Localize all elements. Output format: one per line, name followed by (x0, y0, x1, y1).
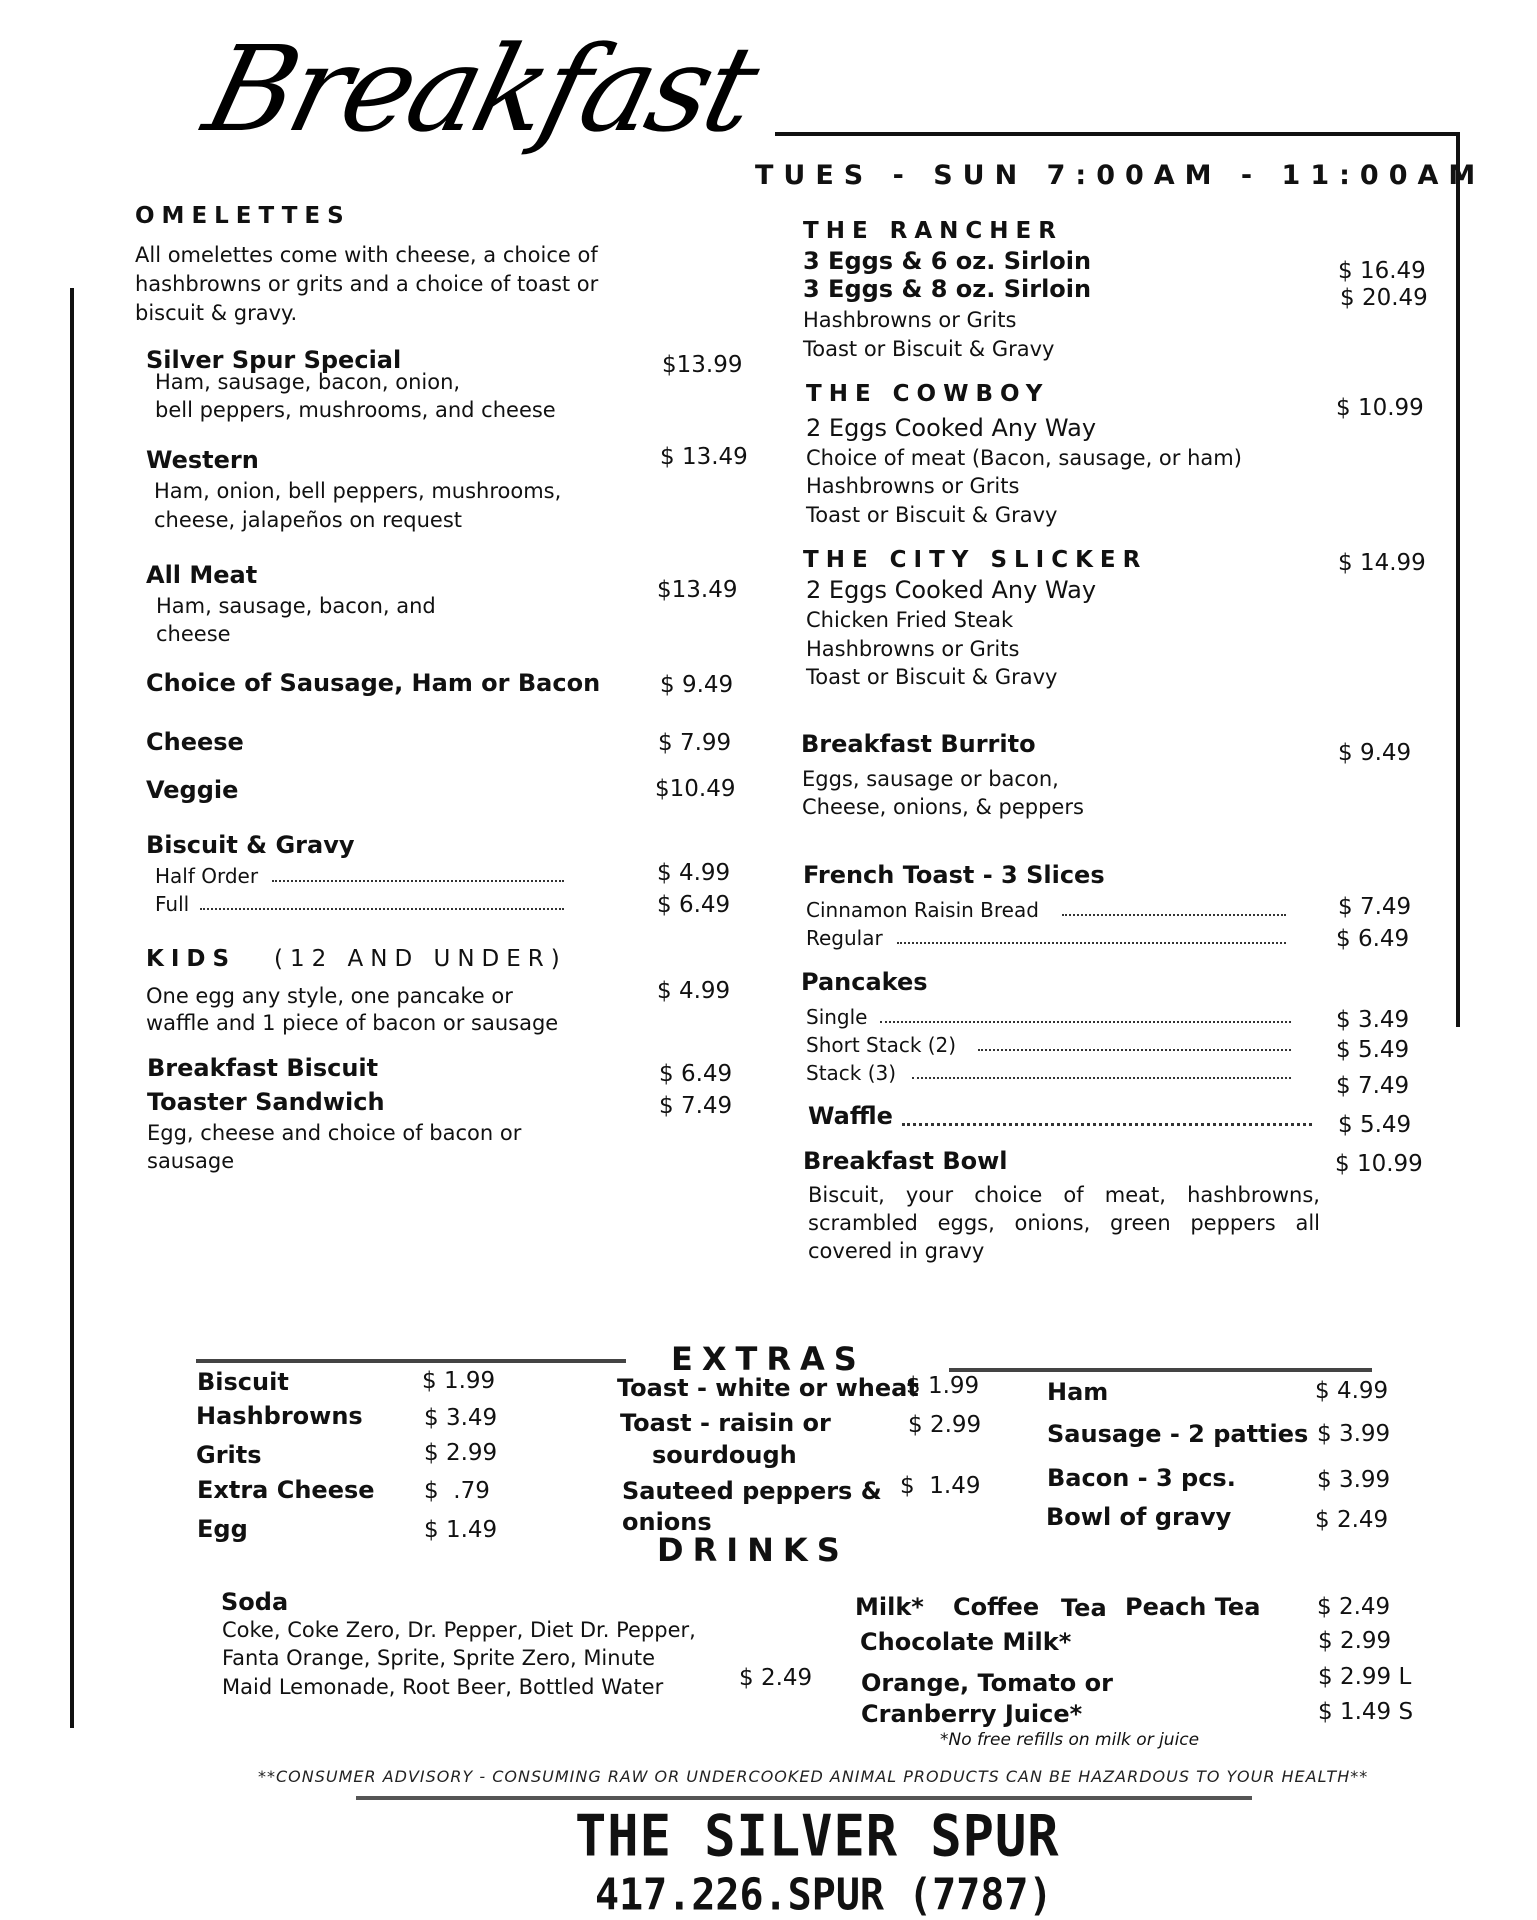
cowboy-line: Toast or Biscuit & Gravy (806, 503, 1058, 527)
phone-number: 417.226.SPUR (7787) (595, 1869, 1053, 1920)
soda-price: $ 2.49 (739, 1665, 813, 1691)
extras-price: $ 1.49 (424, 1517, 498, 1543)
french-toast-name: French Toast - 3 Slices (803, 861, 1105, 889)
dot-leader (912, 1077, 1291, 1079)
extras-price: $ .79 (424, 1478, 490, 1504)
extras-item: Grits (196, 1441, 262, 1469)
rancher-price: $ 16.49 (1338, 258, 1426, 284)
french-toast-option: Cinnamon Raisin Bread (806, 898, 1039, 922)
cowboy-line: Hashbrowns or Grits (806, 474, 1020, 498)
pancakes-price: $ 3.49 (1336, 1007, 1410, 1033)
drink-juice: Cranberry Juice* (861, 1700, 1083, 1728)
kids-desc: waffle and 1 piece of bacon or sausage (146, 1011, 559, 1035)
menu-item-price: $10.49 (655, 776, 736, 802)
hours-banner: TUES - SUN 7:00AM - 11:00AM (755, 160, 1486, 191)
dot-leader (880, 1021, 1291, 1023)
drink-milk: Milk* (855, 1593, 924, 1621)
menu-item-desc: cheese, jalapeños on request (154, 508, 462, 532)
cowboy-heading: THE COWBOY (806, 381, 1050, 407)
menu-item-name: Cheese (146, 728, 244, 756)
extras-item: Bacon - 3 pcs. (1047, 1464, 1236, 1492)
extras-price: $ 4.99 (1315, 1378, 1389, 1404)
dot-leader (897, 942, 1286, 944)
kids-age-note: (12 AND UNDER) (274, 946, 567, 972)
pancakes-price: $ 7.49 (1336, 1073, 1410, 1099)
rancher-line: Toast or Biscuit & Gravy (803, 337, 1055, 361)
toaster-sandwich-name: Toaster Sandwich (147, 1088, 385, 1116)
rancher-option: 3 Eggs & 6 oz. Sirloin (803, 247, 1092, 275)
extras-item: Sausage - 2 patties (1047, 1420, 1309, 1448)
menu-item-name: Veggie (146, 776, 239, 804)
rancher-heading: THE RANCHER (803, 218, 1063, 244)
juice-small-price: $ 1.49 S (1318, 1699, 1414, 1725)
extras-price: $ 3.99 (1317, 1421, 1391, 1447)
burrito-desc: Eggs, sausage or bacon, (802, 767, 1059, 791)
cowboy-price: $ 10.99 (1336, 395, 1424, 421)
consumer-advisory: **CONSUMER ADVISORY - CONSUMING RAW OR UNDERCOOKED ANIMAL PRODUCTS CAN BE HAZARDOUS TO YOUR HEALTH** (258, 1767, 1369, 1786)
menu-item-desc: bell peppers, mushrooms, and cheese (155, 398, 556, 422)
extras-price: $ 3.99 (1317, 1467, 1391, 1493)
menu-item-desc: cheese (156, 622, 231, 646)
pancakes-option: Stack (3) (806, 1061, 897, 1085)
extras-item: Ham (1047, 1378, 1109, 1406)
biscuit-gravy-full: Full (155, 892, 190, 916)
left-vertical-rule (70, 288, 74, 1728)
soda-name: Soda (221, 1588, 289, 1616)
hot-drinks-price: $ 2.49 (1317, 1594, 1391, 1620)
drinks-heading: DRINKS (657, 1531, 849, 1569)
cowboy-line: 2 Eggs Cooked Any Way (806, 414, 1097, 442)
extras-item: Biscuit (197, 1368, 289, 1396)
menu-item-price: $ 7.99 (658, 730, 732, 756)
extras-price: $ 2.99 (908, 1412, 982, 1438)
footer-rule (356, 1796, 1252, 1800)
cowboy-line: Choice of meat (Bacon, sausage, or ham) (806, 446, 1242, 470)
menu-item-price: $ 13.49 (660, 444, 748, 470)
city-slicker-line: Chicken Fried Steak (806, 608, 1014, 632)
page-title: Breakfast (192, 20, 769, 158)
omelettes-heading: OMELETTES (135, 203, 351, 229)
extras-item: onions (622, 1508, 712, 1536)
extras-price: $ 1.99 (422, 1368, 496, 1394)
extras-heading: EXTRAS (671, 1340, 866, 1378)
city-slicker-line: 2 Eggs Cooked Any Way (806, 576, 1097, 604)
drink-tea: Tea (1061, 1594, 1107, 1622)
extras-price: $ 3.49 (424, 1405, 498, 1431)
soda-desc: Maid Lemonade, Root Beer, Bottled Water (222, 1675, 664, 1699)
kids-heading: KIDS (146, 946, 237, 972)
drink-peach-tea: Peach Tea (1125, 1593, 1261, 1621)
french-toast-option: Regular (806, 926, 883, 950)
breakfast-biscuit-name: Breakfast Biscuit (147, 1054, 379, 1082)
brand-name: THE SILVER SPUR (575, 1804, 1060, 1870)
menu-item-price: $13.99 (662, 352, 743, 378)
extras-price: $ 2.99 (424, 1440, 498, 1466)
burrito-price: $ 9.49 (1338, 740, 1412, 766)
extras-price: $ 1.49 (900, 1473, 981, 1499)
breakfast-bowl-desc: Biscuit, your choice of meat, hashbrowns, scrambled eggs, onions, green peppers all covered in gravy (808, 1183, 1320, 1263)
extras-price: $ 1.99 (906, 1373, 980, 1399)
city-slicker-line: Toast or Biscuit & Gravy (806, 665, 1058, 689)
breakfast-biscuit-price: $ 6.49 (659, 1061, 733, 1087)
pancakes-option: Single (806, 1005, 868, 1029)
refill-note: *No free refills on milk or juice (940, 1730, 1200, 1750)
menu-item-name: Western (146, 446, 259, 474)
menu-item-name: All Meat (146, 561, 258, 589)
menu-item-desc: Ham, sausage, bacon, onion, (155, 370, 461, 394)
kids-price: $ 4.99 (657, 978, 731, 1004)
extras-price: $ 2.49 (1315, 1507, 1389, 1533)
dot-leader (200, 908, 564, 910)
french-toast-price: $ 6.49 (1336, 926, 1410, 952)
rancher-option: 3 Eggs & 8 oz. Sirloin (803, 275, 1092, 303)
extras-item: Hashbrowns (196, 1402, 363, 1430)
burrito-name: Breakfast Burrito (801, 730, 1036, 758)
juice-large-price: $ 2.99 L (1318, 1664, 1412, 1690)
extras-item: Extra Cheese (197, 1476, 375, 1504)
extras-item: Egg (197, 1515, 248, 1543)
drink-coffee: Coffee (953, 1593, 1040, 1621)
toaster-sandwich-price: $ 7.49 (659, 1093, 733, 1119)
drink-juice: Orange, Tomato or (861, 1669, 1113, 1697)
kids-desc: One egg any style, one pancake or (146, 984, 513, 1008)
drink-chocolate-milk: Chocolate Milk* (860, 1628, 1072, 1656)
city-slicker-heading: THE CITY SLICKER (803, 547, 1148, 573)
menu-item-price: $ 9.49 (660, 672, 734, 698)
dot-leader (902, 1123, 1312, 1126)
extras-item: sourdough (652, 1441, 797, 1469)
waffle-price: $ 5.49 (1338, 1112, 1412, 1138)
rancher-price: $ 20.49 (1340, 285, 1428, 311)
omelettes-intro: All omelettes come with cheese, a choice of hashbrowns or grits and a choice of toast or biscuit & gravy. (135, 243, 599, 325)
extras-rule-right (949, 1368, 1372, 1372)
biscuit-gravy-half: Half Order (155, 864, 259, 888)
pancakes-price: $ 5.49 (1336, 1037, 1410, 1063)
breakfast-bowl-name: Breakfast Bowl (803, 1147, 1008, 1175)
soda-desc: Fanta Orange, Sprite, Sprite Zero, Minute (222, 1646, 656, 1670)
biscuit-sandwich-desc: sausage (147, 1149, 235, 1173)
extras-item: Sauteed peppers & (622, 1477, 882, 1505)
chocolate-milk-price: $ 2.99 (1318, 1628, 1392, 1654)
menu-item-name: Choice of Sausage, Ham or Bacon (146, 669, 601, 697)
burrito-desc: Cheese, onions, & peppers (802, 795, 1084, 819)
waffle-name: Waffle (808, 1102, 893, 1130)
biscuit-gravy-full-price: $ 6.49 (657, 892, 731, 918)
dot-leader (272, 880, 564, 882)
right-vertical-rule (1456, 132, 1460, 1027)
dot-leader (978, 1049, 1291, 1051)
menu-item-name: Silver Spur Special (146, 346, 402, 374)
biscuit-sandwich-desc: Egg, cheese and choice of bacon or (147, 1121, 522, 1145)
city-slicker-price: $ 14.99 (1338, 550, 1426, 576)
pancakes-option: Short Stack (2) (806, 1033, 957, 1057)
menu-item-price: $13.49 (657, 577, 738, 603)
rancher-line: Hashbrowns or Grits (803, 308, 1017, 332)
french-toast-price: $ 7.49 (1338, 894, 1412, 920)
biscuit-gravy-name: Biscuit & Gravy (146, 831, 355, 859)
top-right-rule (775, 132, 1460, 136)
biscuit-gravy-half-price: $ 4.99 (657, 860, 731, 886)
breakfast-bowl-price: $ 10.99 (1335, 1151, 1423, 1177)
extras-rule-left (196, 1359, 626, 1363)
menu-item-desc: Ham, onion, bell peppers, mushrooms, (154, 479, 562, 503)
pancakes-name: Pancakes (801, 968, 928, 996)
city-slicker-line: Hashbrowns or Grits (806, 637, 1020, 661)
extras-item: Toast - raisin or (620, 1409, 831, 1437)
dot-leader (1062, 914, 1286, 916)
extras-item: Toast - white or wheat (617, 1374, 919, 1402)
soda-desc: Coke, Coke Zero, Dr. Pepper, Diet Dr. Pepper, (222, 1618, 696, 1642)
extras-item: Bowl of gravy (1046, 1503, 1232, 1531)
menu-item-desc: Ham, sausage, bacon, and (156, 594, 436, 618)
